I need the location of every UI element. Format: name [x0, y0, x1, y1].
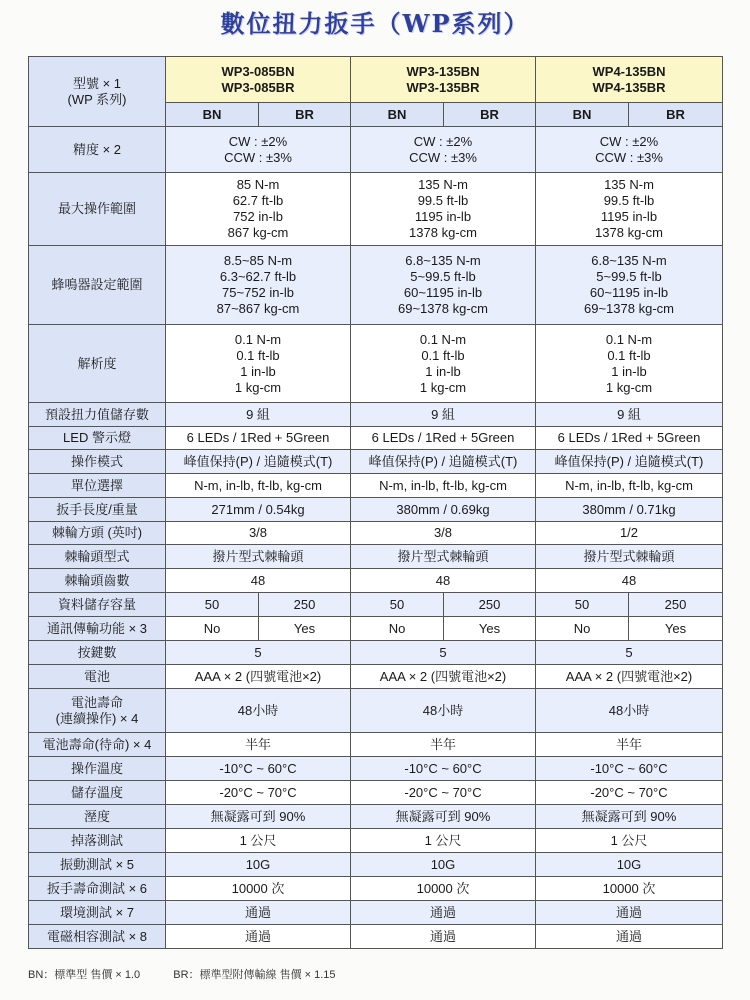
- spec-row: [29, 522, 723, 545]
- cell-line: 69~1378 kg-cm: [584, 301, 674, 316]
- spec-value: 10000 次: [166, 877, 351, 901]
- cell-line: CCW : ±3%: [409, 149, 477, 165]
- spec-value: 48: [166, 569, 351, 593]
- spec-label: 棘輪方頭 (英吋): [29, 522, 166, 545]
- spec-row: [29, 450, 723, 474]
- cell-line: 6.3~62.7 ft-lb: [219, 269, 297, 284]
- spec-value: [166, 127, 351, 173]
- spec-value: 通過: [351, 901, 536, 925]
- spec-row: [29, 733, 723, 757]
- spec-value: [351, 127, 536, 173]
- variant-header: BR: [259, 103, 351, 127]
- spec-row: [29, 689, 723, 733]
- cell-line: 1 in-lb: [425, 363, 461, 379]
- spec-row: [29, 641, 723, 665]
- spec-label: 溼度: [29, 805, 166, 829]
- spec-value: 1 公尺: [166, 829, 351, 853]
- cell-line: 0.1 N-m: [605, 331, 653, 347]
- spec-value: 9 組: [166, 403, 351, 427]
- cell-line: 1195 in-lb: [600, 209, 658, 224]
- spec-value: 48: [351, 569, 536, 593]
- spec-value: 1/2: [536, 522, 723, 545]
- spec-label: 掉落測試: [29, 829, 166, 853]
- variant-header: BN: [166, 103, 259, 127]
- spec-label: 預設扭力值儲存數: [29, 403, 166, 427]
- spec-label: [29, 689, 166, 733]
- spec-value: -20°C ~ 70°C: [536, 781, 723, 805]
- spec-value: -10°C ~ 60°C: [166, 757, 351, 781]
- spec-row: [29, 925, 723, 949]
- spec-value: [166, 246, 351, 325]
- spec-label: 精度 × 2: [29, 127, 166, 173]
- spec-label: 操作模式: [29, 450, 166, 474]
- cell-line: (WP 系列): [67, 91, 127, 107]
- cell-line: 867 kg-cm: [227, 225, 289, 240]
- cell-line: 69~1378 kg-cm: [398, 301, 488, 316]
- model-header: [166, 57, 351, 103]
- spec-value: 無凝露可到 90%: [536, 805, 723, 829]
- spec-value: 10000 次: [536, 877, 723, 901]
- page-title: 數位扭力扳手（WP系列）: [220, 9, 530, 38]
- variant-header: BR: [629, 103, 723, 127]
- spec-value: 半年: [166, 733, 351, 757]
- cell-line: 135 N-m: [418, 177, 468, 192]
- spec-value: [536, 173, 723, 246]
- cell-line: 75~752 in-lb: [222, 285, 294, 300]
- cell-line: 1 kg-cm: [234, 379, 282, 395]
- spec-value: 通過: [536, 901, 723, 925]
- spec-value: -20°C ~ 70°C: [351, 781, 536, 805]
- spec-value: Yes: [259, 617, 351, 641]
- spec-label: 最大操作範圍: [29, 173, 166, 246]
- spec-label: 電池: [29, 665, 166, 689]
- spec-row: [29, 901, 723, 925]
- cell-line: WP3-135BN: [406, 63, 480, 79]
- spec-row: [29, 173, 723, 246]
- cell-line: CW : ±2%: [228, 133, 288, 149]
- variant-header: BR: [444, 103, 536, 127]
- cell-line: 0.1 N-m: [234, 331, 282, 347]
- spec-value: N-m, in-lb, ft-lb, kg-cm: [351, 474, 536, 498]
- spec-row: [29, 569, 723, 593]
- spec-label: LED 警示燈: [29, 427, 166, 450]
- cell-line: WP3-085BR: [221, 79, 295, 95]
- footer-note-br: BR：標準型附傳輸線 售價 × 1.15: [173, 969, 336, 981]
- spec-value: 380mm / 0.69kg: [351, 498, 536, 522]
- cell-line: CW : ±2%: [599, 133, 659, 149]
- spec-value: 271mm / 0.54kg: [166, 498, 351, 522]
- spec-label: 蜂鳴器設定範圍: [29, 246, 166, 325]
- spec-value: -20°C ~ 70°C: [166, 781, 351, 805]
- spec-row: [29, 877, 723, 901]
- spec-value: 半年: [536, 733, 723, 757]
- spec-value: 5: [351, 641, 536, 665]
- variant-header: BN: [351, 103, 444, 127]
- spec-value: AAA × 2 (四號電池×2): [166, 665, 351, 689]
- spec-value: 峰值保持(P) / 追隨模式(T): [536, 450, 723, 474]
- cell-line: 85 N-m: [236, 177, 280, 192]
- spec-row: [29, 829, 723, 853]
- spec-value: 5: [166, 641, 351, 665]
- cell-line: 60~1195 in-lb: [403, 285, 483, 300]
- spec-value: 250: [629, 593, 723, 617]
- spec-value: 48: [536, 569, 723, 593]
- spec-label: 扳手長度/重量: [29, 498, 166, 522]
- spec-row: [29, 403, 723, 427]
- cell-line: 99.5 ft-lb: [603, 193, 655, 208]
- spec-value: AAA × 2 (四號電池×2): [536, 665, 723, 689]
- spec-row: [29, 853, 723, 877]
- spec-value: [166, 173, 351, 246]
- cell-line: 1 kg-cm: [605, 379, 653, 395]
- spec-value: 1 公尺: [351, 829, 536, 853]
- spec-table: [28, 56, 723, 949]
- spec-value: 3/8: [351, 522, 536, 545]
- spec-label: 電磁相容測試 × 8: [29, 925, 166, 949]
- cell-line: WP4-135BR: [592, 79, 666, 95]
- cell-line: 135 N-m: [604, 177, 654, 192]
- cell-line: 6.8~135 N-m: [591, 253, 667, 268]
- spec-row: [29, 593, 723, 617]
- spec-row: [29, 498, 723, 522]
- cell-line: 電池壽命: [70, 694, 123, 710]
- spec-value: 撥片型式棘輪頭: [351, 545, 536, 569]
- footer-notes: [28, 966, 366, 982]
- spec-value: [536, 246, 723, 325]
- cell-line: CCW : ±3%: [595, 149, 663, 165]
- cell-line: 62.7 ft-lb: [232, 193, 284, 208]
- spec-label: 資料儲存容量: [29, 593, 166, 617]
- spec-label: 通訊傳輸功能 × 3: [29, 617, 166, 641]
- cell-line: 752 in-lb: [233, 209, 283, 224]
- spec-value: Yes: [444, 617, 536, 641]
- cell-line: 8.5~85 N-m: [223, 253, 293, 268]
- cell-line: 5~99.5 ft-lb: [596, 269, 662, 284]
- spec-value: 通過: [536, 925, 723, 949]
- spec-label: 解析度: [29, 325, 166, 403]
- spec-row: [29, 757, 723, 781]
- spec-value: 6 LEDs / 1Red + 5Green: [536, 427, 723, 450]
- cell-line: 型號 × 1: [72, 75, 122, 91]
- spec-value: 1 公尺: [536, 829, 723, 853]
- spec-value: 峰值保持(P) / 追隨模式(T): [166, 450, 351, 474]
- spec-row: [29, 805, 723, 829]
- spec-label: 操作溫度: [29, 757, 166, 781]
- spec-value: [536, 127, 723, 173]
- cell-line: 99.5 ft-lb: [417, 193, 469, 208]
- spec-value: [351, 325, 536, 403]
- cell-line: 0.1 ft-lb: [421, 347, 465, 363]
- spec-value: 10G: [166, 853, 351, 877]
- spec-value: Yes: [629, 617, 723, 641]
- spec-value: No: [536, 617, 629, 641]
- spec-value: 50: [351, 593, 444, 617]
- spec-value: 10G: [536, 853, 723, 877]
- spec-row: [29, 545, 723, 569]
- spec-value: 5: [536, 641, 723, 665]
- cell-line: CCW : ±3%: [224, 149, 292, 165]
- spec-value: No: [166, 617, 259, 641]
- cell-line: WP3-135BR: [406, 79, 480, 95]
- spec-value: 6 LEDs / 1Red + 5Green: [166, 427, 351, 450]
- cell-line: 0.1 ft-lb: [236, 347, 280, 363]
- spec-value: N-m, in-lb, ft-lb, kg-cm: [536, 474, 723, 498]
- cell-line: WP3-085BN: [221, 63, 295, 79]
- spec-value: 通過: [166, 925, 351, 949]
- spec-value: 撥片型式棘輪頭: [166, 545, 351, 569]
- cell-line: 1 in-lb: [240, 363, 276, 379]
- spec-value: 無凝露可到 90%: [166, 805, 351, 829]
- spec-value: 撥片型式棘輪頭: [536, 545, 723, 569]
- spec-value: 10000 次: [351, 877, 536, 901]
- spec-value: -10°C ~ 60°C: [351, 757, 536, 781]
- cell-line: 0.1 N-m: [419, 331, 467, 347]
- spec-value: 峰值保持(P) / 追隨模式(T): [351, 450, 536, 474]
- spec-value: -10°C ~ 60°C: [536, 757, 723, 781]
- spec-value: [536, 325, 723, 403]
- model-header: [351, 57, 536, 103]
- cell-line: 1378 kg-cm: [409, 225, 477, 240]
- cell-line: 0.1 ft-lb: [607, 347, 651, 363]
- spec-value: 半年: [351, 733, 536, 757]
- spec-value: [351, 246, 536, 325]
- cell-line: 1195 in-lb: [414, 209, 472, 224]
- model-header: [536, 57, 723, 103]
- spec-value: 48小時: [166, 689, 351, 733]
- spec-label: 棘輪頭齒數: [29, 569, 166, 593]
- spec-value: 6 LEDs / 1Red + 5Green: [351, 427, 536, 450]
- cell-line: 87~867 kg-cm: [216, 301, 300, 316]
- variant-header: BN: [536, 103, 629, 127]
- spec-value: No: [351, 617, 444, 641]
- spec-row: [29, 246, 723, 325]
- cell-line: 1378 kg-cm: [595, 225, 663, 240]
- spec-value: 通過: [351, 925, 536, 949]
- cell-line: WP4-135BN: [592, 63, 666, 79]
- spec-label: 棘輪頭型式: [29, 545, 166, 569]
- spec-value: 9 組: [536, 403, 723, 427]
- spec-value: 9 組: [351, 403, 536, 427]
- spec-row: [29, 427, 723, 450]
- spec-label: 按鍵數: [29, 641, 166, 665]
- spec-value: AAA × 2 (四號電池×2): [351, 665, 536, 689]
- spec-value: 50: [536, 593, 629, 617]
- spec-value: 3/8: [166, 522, 351, 545]
- header-label: [29, 57, 166, 127]
- spec-row: [29, 617, 723, 641]
- cell-line: 6.8~135 N-m: [405, 253, 481, 268]
- spec-value: 250: [444, 593, 536, 617]
- spec-value: 48小時: [351, 689, 536, 733]
- spec-value: 通過: [166, 901, 351, 925]
- spec-label: 電池壽命(待命) × 4: [29, 733, 166, 757]
- spec-label: 環境測試 × 7: [29, 901, 166, 925]
- spec-value: 50: [166, 593, 259, 617]
- cell-line: 5~99.5 ft-lb: [410, 269, 476, 284]
- spec-value: N-m, in-lb, ft-lb, kg-cm: [166, 474, 351, 498]
- spec-row: [29, 665, 723, 689]
- spec-row: [29, 127, 723, 173]
- footer-note-bn: BN：標準型 售價 × 1.0: [28, 969, 141, 981]
- spec-row: [29, 325, 723, 403]
- spec-label: 扳手壽命測試 × 6: [29, 877, 166, 901]
- spec-value: 10G: [351, 853, 536, 877]
- spec-value: [166, 325, 351, 403]
- spec-label: 振動測試 × 5: [29, 853, 166, 877]
- spec-value: 48小時: [536, 689, 723, 733]
- cell-line: CW : ±2%: [413, 133, 473, 149]
- cell-line: (連續操作) × 4: [55, 710, 139, 726]
- spec-row: [29, 781, 723, 805]
- spec-label: 儲存溫度: [29, 781, 166, 805]
- cell-line: 60~1195 in-lb: [589, 285, 669, 300]
- spec-row: [29, 474, 723, 498]
- spec-value: 無凝露可到 90%: [351, 805, 536, 829]
- spec-value: 250: [259, 593, 351, 617]
- cell-line: 1 in-lb: [611, 363, 647, 379]
- cell-line: 1 kg-cm: [419, 379, 467, 395]
- spec-value: 380mm / 0.71kg: [536, 498, 723, 522]
- spec-label: 單位選擇: [29, 474, 166, 498]
- spec-value: [351, 173, 536, 246]
